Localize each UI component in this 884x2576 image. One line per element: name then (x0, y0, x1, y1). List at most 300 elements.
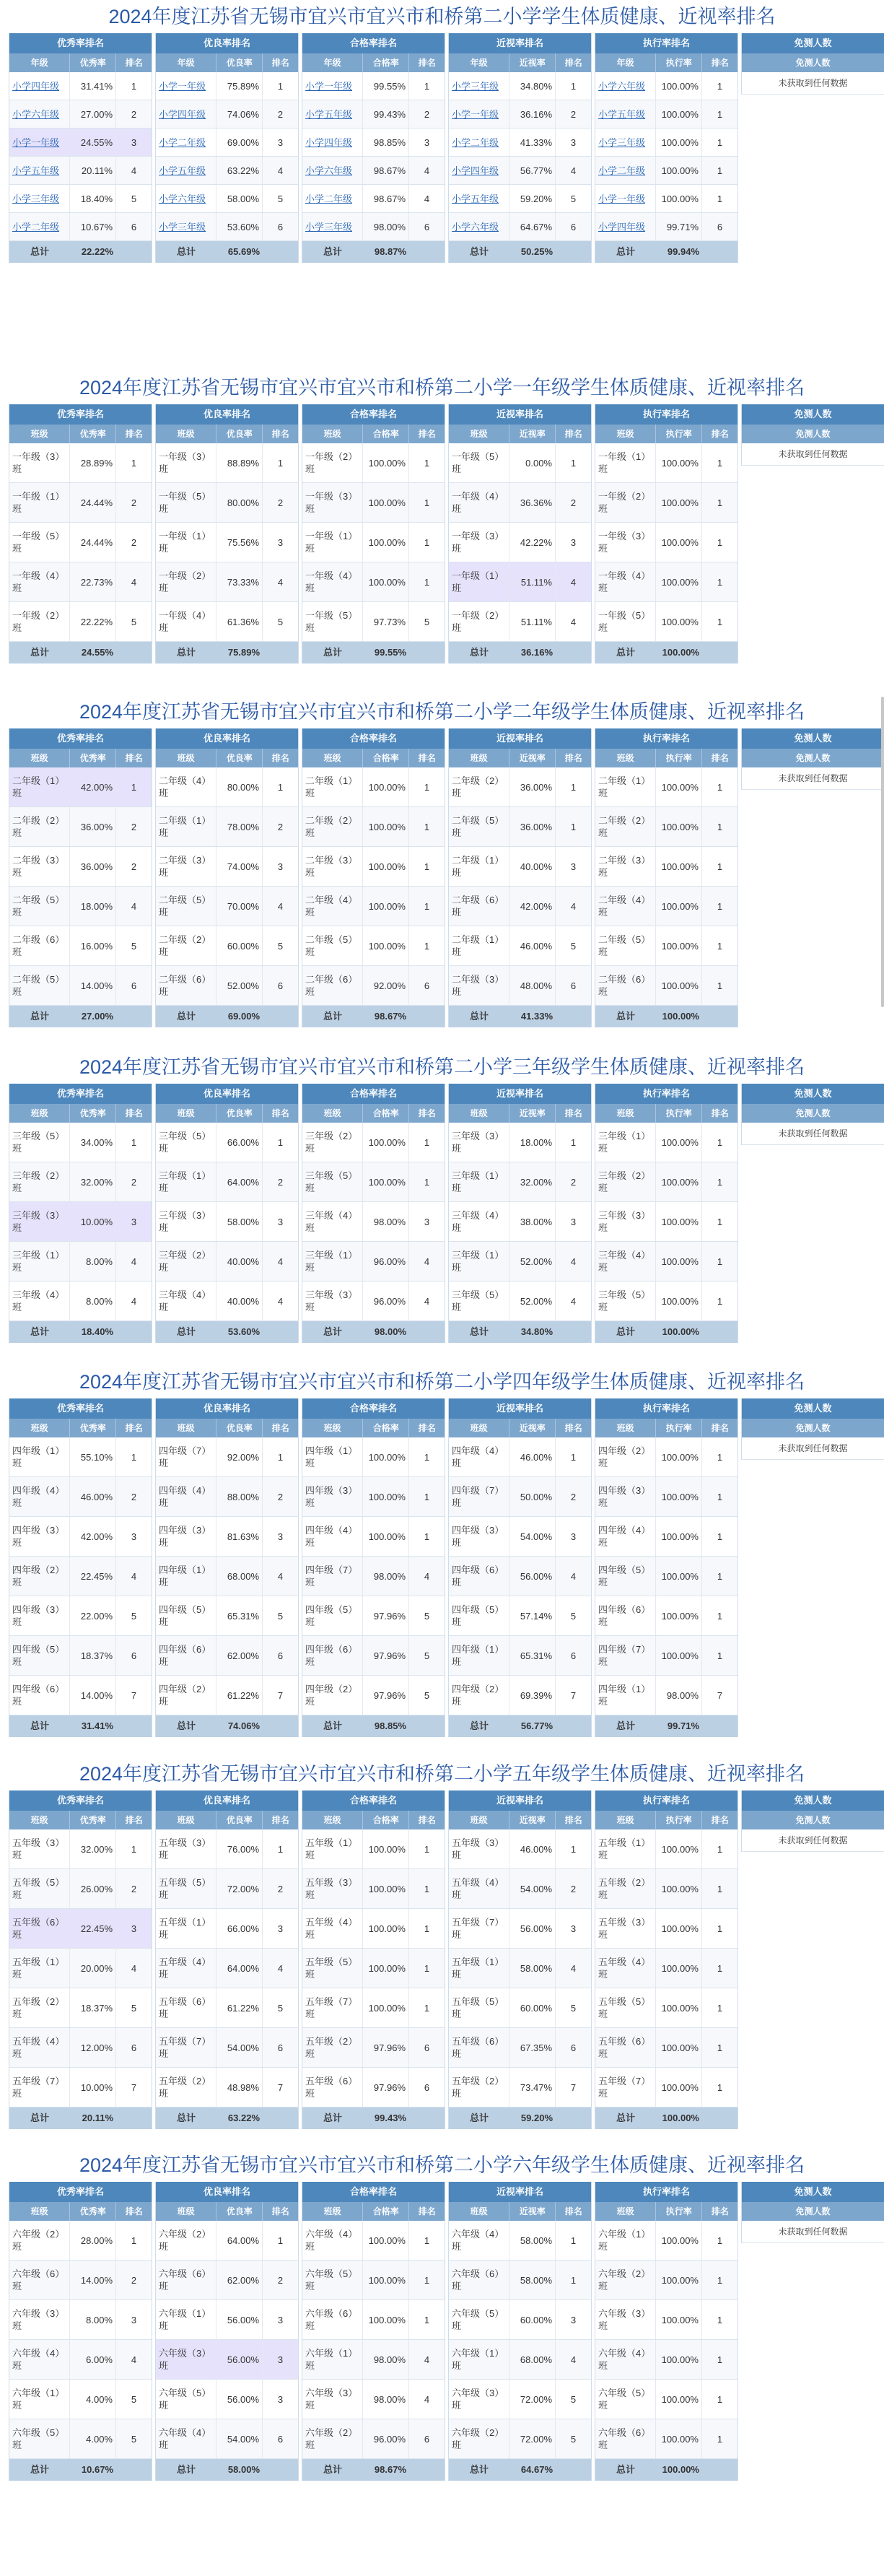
cell-name (302, 1869, 363, 1908)
table-header-row (595, 749, 738, 767)
class-name: 五年级（1）班 (12, 1957, 65, 1980)
grade-link[interactable]: 小学五年级 (12, 165, 60, 176)
table-caption: 执行率排名 (595, 404, 738, 425)
cell-rank: 1 (717, 1295, 723, 1307)
table-row (595, 2300, 738, 2340)
table-row (302, 2260, 445, 2300)
cell-name[interactable] (449, 129, 509, 156)
class-name: 六年级（1）班 (305, 2348, 358, 2371)
table-row (9, 847, 152, 887)
col-header-rate: 执行率 (656, 749, 702, 767)
table-row (449, 2028, 591, 2068)
cell-name[interactable] (302, 213, 363, 240)
col-header-name: 班级 (449, 1419, 509, 1437)
table-row (9, 2221, 152, 2260)
cell-rank: 1 (277, 2235, 284, 2246)
col-header-name: 年级 (595, 53, 656, 72)
class-name: 四年级（6）班 (598, 1604, 651, 1627)
cell-name[interactable] (302, 100, 363, 128)
total-value: 75.89% (227, 647, 260, 658)
cell-name[interactable] (449, 100, 509, 128)
cell-rank: 3 (570, 861, 577, 872)
cell-name (156, 1557, 216, 1596)
table-caption: 合格率排名 (302, 1790, 445, 1811)
total-value: 36.16% (520, 647, 553, 658)
cell-name (9, 1202, 70, 1241)
cell-rank: 2 (277, 821, 284, 832)
cell-rate: 100.00% (363, 2260, 409, 2299)
cell-rate: 98.00% (363, 213, 409, 240)
grade-link[interactable]: 小学四年级 (159, 108, 206, 120)
cell-name (449, 847, 509, 886)
exempt-table (741, 1084, 884, 1145)
cell-rank: 3 (277, 1531, 284, 1542)
cell-name[interactable] (595, 129, 656, 156)
grade-link[interactable]: 小学六年级 (452, 221, 499, 232)
cell-rank: 6 (424, 2081, 430, 2093)
table-caption: 优秀率排名 (9, 728, 152, 749)
class-name: 三年级（5）班 (305, 1170, 358, 1193)
cell-name (302, 1676, 363, 1715)
table-row (156, 157, 298, 185)
cell-rank: 5 (277, 940, 284, 952)
class-name: 二年级（3）班 (12, 855, 65, 878)
cell-rank: 1 (717, 980, 723, 991)
total-label: 总计 (176, 647, 196, 658)
cell-name[interactable] (156, 213, 216, 240)
table-header-row (742, 53, 884, 72)
cell-rate: 41.33% (509, 129, 556, 156)
cell-name (156, 807, 216, 846)
table-row (595, 483, 738, 523)
cell-rank: 1 (717, 940, 723, 952)
table-row (9, 523, 152, 562)
table-row (156, 523, 298, 562)
cell-name (156, 1242, 216, 1281)
class-name: 三年级（5）班 (452, 1289, 504, 1313)
total-label: 总计 (30, 2112, 49, 2123)
class-name: 三年级（2）班 (305, 1131, 358, 1154)
class-name: 五年级（1）班 (305, 1837, 358, 1861)
cell-name[interactable] (156, 185, 216, 212)
cell-rank: 2 (131, 536, 137, 548)
cell-rank: 4 (131, 1256, 137, 1267)
cell-name[interactable] (302, 157, 363, 184)
col-header-rank: 排名 (418, 1108, 436, 1118)
cell-rank: 5 (131, 616, 137, 627)
table-header-row (156, 1419, 298, 1437)
cell-rank: 2 (570, 108, 577, 120)
cell-name (595, 1596, 656, 1635)
cell-rate: 70.00% (216, 887, 263, 926)
ranking-table-youxiu (9, 1084, 152, 1343)
table-row (9, 2419, 152, 2459)
grade-link[interactable]: 小学四年级 (305, 136, 353, 148)
cell-name[interactable] (595, 213, 656, 240)
total-value: 99.55% (374, 647, 406, 658)
class-name: 六年级（6）班 (305, 2308, 358, 2331)
cell-name[interactable] (156, 100, 216, 128)
table-row (9, 2300, 152, 2340)
cell-name (9, 1517, 70, 1556)
class-name: 四年级（3）班 (452, 1525, 504, 1548)
grade-link[interactable]: 小学五年级 (159, 165, 206, 176)
table-caption: 合格率排名 (302, 404, 445, 425)
cell-rank: 1 (717, 1570, 723, 1582)
cell-rate: 64.67% (509, 213, 556, 240)
table-row (449, 1202, 591, 1242)
table-row (156, 2380, 298, 2419)
cell-rank: 4 (277, 1256, 284, 1267)
class-name: 一年级（4）班 (452, 491, 504, 514)
exempt-table (741, 1790, 884, 1852)
cell-name (302, 807, 363, 846)
cell-name (156, 1869, 216, 1908)
cell-rate: 18.37% (70, 1636, 116, 1675)
cell-name[interactable] (449, 213, 509, 240)
cell-name[interactable] (156, 72, 216, 100)
class-name: 六年级（4）班 (452, 2229, 504, 2252)
cell-rank: 3 (277, 136, 284, 148)
grade-link[interactable]: 小学一年级 (159, 80, 206, 92)
cell-name[interactable] (9, 129, 70, 156)
class-name: 一年级（5）班 (159, 491, 211, 514)
cell-name[interactable] (9, 185, 70, 212)
table-row (449, 72, 591, 100)
grade-link[interactable]: 小学二年级 (159, 136, 206, 148)
cell-rank: 3 (570, 136, 577, 148)
cell-name (302, 562, 363, 601)
total-rank-empty (702, 1006, 738, 1027)
class-name: 五年级（1）班 (598, 1837, 651, 1861)
cell-rank: 5 (570, 1610, 577, 1622)
total-row (302, 2459, 445, 2481)
cell-name (449, 926, 509, 965)
cell-name (302, 2340, 363, 2379)
cell-rate: 69.00% (216, 129, 263, 156)
cell-name[interactable] (449, 157, 509, 184)
table-row (595, 72, 738, 100)
table-caption: 优秀率排名 (9, 33, 152, 53)
cell-rank: 2 (131, 1176, 137, 1188)
cell-rank: 1 (717, 1650, 723, 1661)
table-row (595, 1869, 738, 1909)
table-row (9, 157, 152, 185)
exempt-table (741, 404, 884, 466)
class-name: 六年级（5）班 (12, 2427, 65, 2450)
table-row (302, 1477, 445, 1517)
total-label: 总计 (616, 2464, 635, 2475)
cell-rank: 5 (570, 940, 577, 952)
cell-rate: 100.00% (656, 1869, 702, 1908)
cell-rate: 88.89% (216, 443, 263, 482)
table-header-row (742, 2202, 884, 2221)
cell-rate: 32.00% (70, 1162, 116, 1201)
grade-link[interactable]: 小学五年级 (598, 108, 646, 120)
col-header-rank: 排名 (564, 1423, 582, 1433)
class-name: 六年级（5）班 (598, 2388, 651, 2411)
cell-rank: 1 (717, 2274, 723, 2286)
class-name: 五年级（5）班 (598, 1996, 651, 2019)
cell-name[interactable] (9, 100, 70, 128)
grade-link[interactable]: 小学六年级 (159, 193, 206, 204)
grade-link[interactable]: 小学一年级 (305, 80, 353, 92)
total-value: 20.11% (82, 2112, 113, 2123)
col-header-name: 班级 (595, 2202, 656, 2221)
class-name: 五年级（6）班 (452, 2036, 504, 2059)
cell-rate: 100.00% (656, 72, 702, 100)
total-label: 总计 (176, 1011, 196, 1022)
cell-name[interactable] (595, 72, 656, 100)
cell-name (302, 483, 363, 522)
table-header-row (595, 53, 738, 72)
grade-link[interactable]: 小学五年级 (305, 108, 353, 120)
col-header-name: 班级 (156, 425, 216, 443)
class-name: 四年级（1）班 (12, 1445, 65, 1468)
cell-name[interactable] (595, 100, 656, 128)
table-row (302, 2300, 445, 2340)
cell-rank: 6 (131, 2042, 137, 2053)
grade-link[interactable]: 小学一年级 (598, 193, 646, 204)
grade-link[interactable]: 小学三年级 (598, 136, 646, 148)
cell-rank: 1 (424, 80, 430, 92)
cell-name (156, 2028, 216, 2067)
cell-name (595, 443, 656, 482)
cell-rank: 1 (717, 1176, 723, 1188)
table-caption: 合格率排名 (302, 33, 445, 53)
cell-name (156, 847, 216, 886)
cell-name (595, 2068, 656, 2107)
ranking-table-hege (302, 404, 445, 663)
col-header-rank: 排名 (711, 1423, 729, 1433)
table-row (595, 1557, 738, 1596)
ranking-table-hege (302, 728, 445, 1027)
total-rank-empty (556, 2107, 591, 2129)
table-header-row (449, 53, 591, 72)
cell-name[interactable] (449, 72, 509, 100)
grade-link[interactable]: 小学六年级 (305, 165, 353, 176)
cell-name[interactable] (9, 213, 70, 240)
table-row (449, 1282, 591, 1321)
cell-name (302, 1909, 363, 1948)
cell-name (302, 1949, 363, 1988)
grade-link[interactable]: 小学四年级 (452, 165, 499, 176)
total-value: 24.55% (81, 647, 113, 658)
grade-link[interactable]: 小学二年级 (452, 136, 499, 148)
cell-name (9, 767, 70, 806)
ranking-table-youliang (155, 728, 299, 1027)
class-name: 一年级（4）班 (12, 570, 65, 593)
total-rank-empty (263, 1321, 298, 1343)
cell-name[interactable] (9, 72, 70, 100)
table-caption: 优秀率排名 (9, 1790, 152, 1811)
grade-link[interactable]: 小学二年级 (598, 165, 646, 176)
cell-rate: 55.10% (70, 1437, 116, 1476)
cell-name (9, 847, 70, 886)
cell-rank: 2 (570, 1883, 577, 1894)
cell-name (595, 2028, 656, 2067)
col-header-rank: 排名 (271, 429, 289, 439)
grade-link[interactable]: 小学三年级 (305, 221, 353, 232)
cell-name (595, 1988, 656, 2027)
cell-name[interactable] (302, 72, 363, 100)
cell-name (595, 483, 656, 522)
cell-rate: 64.00% (216, 1162, 263, 1201)
grade-link[interactable]: 小学一年级 (452, 108, 499, 120)
class-name: 四年级（2）班 (598, 1445, 651, 1468)
cell-rank: 2 (131, 821, 137, 832)
total-rank-empty (702, 2107, 738, 2129)
class-name: 三年级（3）班 (12, 1210, 65, 1233)
col-header-name: 班级 (302, 749, 363, 767)
col-header-name: 班级 (449, 1104, 509, 1123)
cell-name[interactable] (156, 157, 216, 184)
cell-rate: 100.00% (656, 562, 702, 601)
cell-rate: 56.00% (509, 1557, 556, 1596)
col-header-name: 班级 (302, 1104, 363, 1123)
cell-rate: 98.67% (363, 157, 409, 184)
cell-rank: 3 (424, 136, 430, 148)
cell-name (449, 1477, 509, 1516)
col-header-rank: 排名 (711, 429, 729, 439)
table-row (449, 887, 591, 926)
cell-name (595, 1282, 656, 1320)
grade-link[interactable]: 小学六年级 (598, 80, 646, 92)
total-label: 总计 (323, 2112, 342, 2123)
total-rank-empty (556, 642, 591, 663)
cell-name (9, 1829, 70, 1868)
col-header-name: 班级 (449, 749, 509, 767)
cell-rank: 1 (717, 616, 723, 627)
cell-rate: 58.00% (216, 1202, 263, 1241)
cell-rate: 18.00% (509, 1123, 556, 1162)
grade-link[interactable]: 小学二年级 (12, 221, 60, 232)
col-header-name: 年级 (9, 53, 70, 72)
col-header-name: 班级 (449, 425, 509, 443)
total-row (156, 1715, 298, 1737)
class-name: 四年级（1）班 (305, 1445, 358, 1468)
cell-name[interactable] (9, 157, 70, 184)
grade-link[interactable]: 小学三年级 (159, 221, 206, 232)
table-row (302, 213, 445, 241)
total-value: 99.94% (667, 246, 699, 257)
cell-rank: 4 (570, 165, 577, 176)
cell-rank: 1 (717, 1962, 723, 1974)
cell-rank: 1 (570, 457, 577, 469)
total-rank-empty (409, 642, 445, 663)
page-scrollbar[interactable] (881, 697, 884, 1007)
total-row (302, 2107, 445, 2129)
cell-rate: 80.00% (216, 483, 263, 522)
class-name: 四年级（5）班 (12, 1644, 65, 1667)
cell-rank: 4 (131, 1295, 137, 1307)
cell-rate: 98.00% (363, 1557, 409, 1596)
col-header-rate: 执行率 (656, 1811, 702, 1829)
cell-name (9, 1949, 70, 1988)
table-row (156, 1282, 298, 1321)
class-name: 二年级（1）班 (159, 815, 211, 838)
ranking-table-hege (302, 1084, 445, 1343)
cell-name[interactable] (595, 157, 656, 184)
col-header-name: 班级 (156, 1104, 216, 1123)
cell-name[interactable] (302, 129, 363, 156)
cell-rate: 54.00% (509, 1517, 556, 1556)
table-row (449, 443, 591, 483)
cell-rate: 98.67% (363, 185, 409, 212)
class-name: 四年级（3）班 (12, 1525, 65, 1548)
ranking-table-youliang (155, 1790, 299, 2129)
cell-rank: 1 (717, 2314, 723, 2325)
grade-link[interactable]: 小学四年级 (598, 221, 646, 232)
cell-rate: 52.00% (509, 1282, 556, 1320)
table-row (9, 2028, 152, 2068)
cell-name (595, 767, 656, 806)
cell-name (156, 1477, 216, 1516)
grade-link[interactable]: 小学三年级 (12, 193, 60, 204)
cell-rate: 92.00% (363, 966, 409, 1005)
cell-rate: 46.00% (509, 1829, 556, 1868)
cell-rank: 1 (717, 1136, 723, 1148)
cell-name[interactable] (156, 129, 216, 156)
cell-name[interactable] (449, 185, 509, 212)
col-header-rate: 优秀率 (70, 1419, 116, 1437)
class-name: 三年级（1）班 (159, 1170, 211, 1193)
class-name: 三年级（1）班 (305, 1250, 358, 1273)
class-name: 五年级（2）班 (12, 1996, 65, 2019)
grade-link[interactable]: 小学四年级 (12, 80, 60, 92)
class-name: 一年级（4）班 (598, 570, 651, 593)
cell-rate: 97.96% (363, 2028, 409, 2067)
cell-name (595, 602, 656, 641)
cell-name (302, 1596, 363, 1635)
total-rank-empty (116, 642, 152, 663)
grade-link[interactable]: 小学一年级 (12, 136, 60, 148)
col-header-rank: 排名 (711, 58, 729, 68)
col-header-rate: 优秀率 (70, 425, 116, 443)
cell-name (302, 1988, 363, 2027)
cell-name[interactable] (302, 185, 363, 212)
cell-rank: 6 (131, 221, 137, 232)
col-header-rank: 排名 (271, 2206, 289, 2216)
total-row (9, 241, 152, 263)
cell-name (449, 602, 509, 641)
total-value: 59.20% (520, 2112, 553, 2123)
table-row (449, 1437, 591, 1477)
table-caption: 执行率排名 (595, 2182, 738, 2202)
cell-name[interactable] (595, 185, 656, 212)
cell-rank: 6 (570, 221, 577, 232)
cell-name (156, 1517, 216, 1556)
grade-link[interactable]: 小学六年级 (12, 108, 60, 120)
total-row (302, 1321, 445, 1343)
ranking-table-youliang (155, 1398, 299, 1737)
cell-name (302, 1477, 363, 1516)
ranking-table-zhixing (595, 33, 738, 263)
ranking-table-jinshi (448, 1398, 592, 1737)
class-name: 四年级（5）班 (452, 1604, 504, 1627)
table-header-row (9, 1811, 152, 1829)
table-caption: 优良率排名 (156, 2182, 298, 2202)
cell-rate: 100.00% (656, 2340, 702, 2379)
cell-name (9, 1242, 70, 1281)
class-name: 二年级（6）班 (159, 974, 211, 997)
grade-link[interactable]: 小学五年级 (452, 193, 499, 204)
section-title: 2024年度江苏省无锡市宜兴市宜兴市和桥第二小学五年级学生体质健康、近视率排名 (79, 1763, 805, 1785)
grade-link[interactable]: 小学二年级 (305, 193, 353, 204)
class-name: 六年级（2）班 (305, 2427, 358, 2450)
grade-link[interactable]: 小学三年级 (452, 80, 499, 92)
cell-rate: 100.00% (656, 2380, 702, 2419)
